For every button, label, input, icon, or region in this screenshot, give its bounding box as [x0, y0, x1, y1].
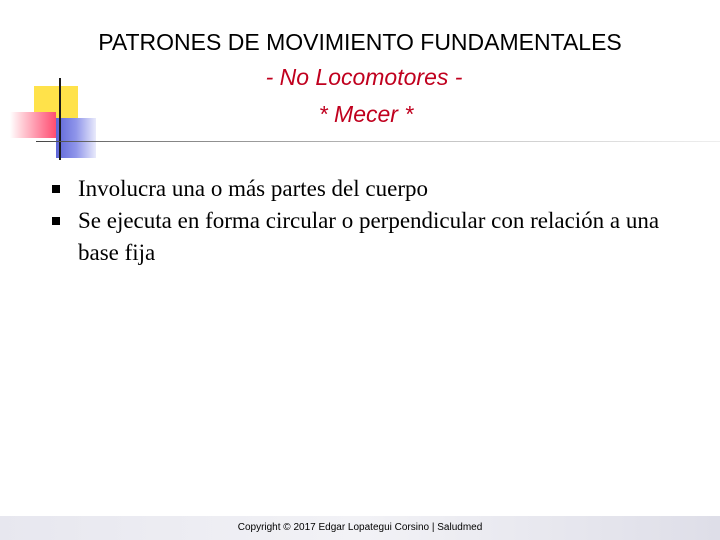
list-item — [50, 173, 670, 205]
square-bullet-icon — [52, 185, 60, 193]
slide-title: PATRONES DE MOVIMIENTO FUNDAMENTALES — [98, 29, 622, 55]
slide-subtitle-topic: * Mecer * — [318, 101, 414, 127]
square-bullet-icon — [52, 217, 60, 225]
list-item — [50, 205, 670, 269]
bullet-text: Involucra una o más partes del cuerpo — [78, 176, 428, 201]
title-underline — [36, 141, 720, 142]
footer-copyright: Copyright © 2017 Edgar Lopategui Corsino | Saludmed — [237, 522, 483, 533]
slide-subtitle: - No Locomotores - — [265, 64, 463, 90]
bullet-text: Se ejecuta en forma circular o perpendicular con relación a una base fija — [78, 208, 660, 265]
bullet-list — [50, 173, 670, 269]
